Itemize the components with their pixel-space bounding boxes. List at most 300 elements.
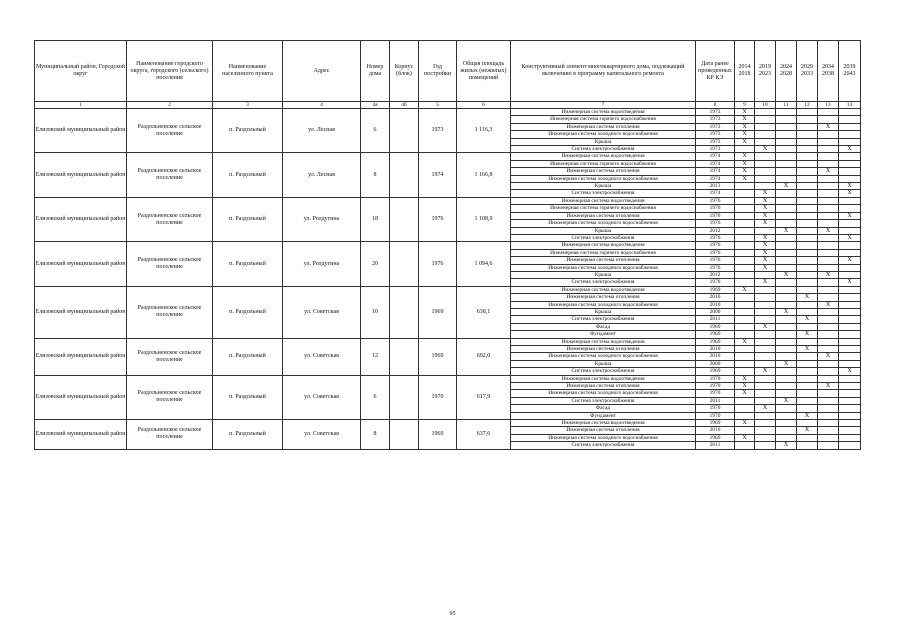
element-date-cell: 1969 — [696, 286, 735, 293]
period-mark-cell — [818, 160, 839, 167]
building-area-cell: 1 116,3 — [457, 109, 511, 153]
period-mark-cell — [776, 353, 797, 360]
element-name-cell: Инженерная система отопления — [511, 346, 696, 353]
period-mark-cell — [839, 412, 861, 419]
period-mark-cell: Х — [755, 205, 776, 212]
building-settlement-cell: Раздольненское сельское поселение — [127, 242, 213, 286]
period-mark-cell — [839, 442, 861, 449]
period-mark-cell — [839, 420, 861, 427]
period-mark-cell — [818, 420, 839, 427]
period-mark-cell — [735, 412, 755, 419]
period-mark-cell — [755, 412, 776, 419]
building-block-cell — [390, 338, 419, 375]
element-date-cell: 2013 — [696, 183, 735, 190]
program-table-sheet — [34, 40, 860, 450]
period-mark-cell — [797, 368, 818, 375]
header-cell: Адрес — [283, 41, 361, 102]
element-name-cell: Система электроснабжения — [511, 279, 696, 286]
element-name-cell: Система электроснабжения — [511, 234, 696, 241]
building-locality-cell: п. Раздольный — [213, 109, 283, 153]
column-number-cell: 4 — [283, 102, 361, 109]
building-street-cell: ул. Советская — [283, 420, 361, 450]
period-mark-cell: Х — [755, 279, 776, 286]
element-name-cell: Инженерная система отопления — [511, 427, 696, 434]
header-cell: 2039 2043 — [839, 41, 861, 102]
element-name-cell: Инженерная система водоотведения — [511, 338, 696, 345]
building-settlement-cell: Раздольненское сельское поселение — [127, 286, 213, 338]
building-locality-cell: п. Раздольный — [213, 420, 283, 450]
element-name-cell: Инженерная система горячего водоснабжения — [511, 249, 696, 256]
period-mark-cell — [735, 427, 755, 434]
header-cell: Дата ранее проведенных КР КЭ — [696, 41, 735, 102]
period-mark-cell — [735, 242, 755, 249]
column-number-cell: 11 — [776, 102, 797, 109]
period-mark-cell: Х — [755, 212, 776, 219]
building-area-cell: 637,6 — [457, 420, 511, 450]
period-mark-cell: Х — [755, 234, 776, 241]
header-cell: 2024 2028 — [776, 41, 797, 102]
period-mark-cell — [755, 227, 776, 234]
period-mark-cell — [839, 405, 861, 412]
period-mark-cell — [776, 412, 797, 419]
period-mark-cell — [797, 286, 818, 293]
building-district-cell: Елизовский муниципальный район — [35, 420, 127, 450]
period-mark-cell — [797, 338, 818, 345]
element-name-cell: Инженерная система отопления — [511, 168, 696, 175]
period-mark-cell — [818, 331, 839, 338]
element-date-cell: 1974 — [696, 190, 735, 197]
period-mark-cell: Х — [818, 123, 839, 130]
period-mark-cell — [818, 338, 839, 345]
element-date-cell: 1969 — [696, 434, 735, 441]
period-mark-cell — [797, 220, 818, 227]
period-mark-cell — [839, 168, 861, 175]
building-year-cell: 1976 — [419, 197, 457, 241]
period-mark-cell — [776, 242, 797, 249]
period-mark-cell — [755, 294, 776, 301]
period-mark-cell — [818, 286, 839, 293]
period-mark-cell — [735, 368, 755, 375]
period-mark-cell — [818, 146, 839, 153]
element-name-cell: Инженерная система водоотведения — [511, 109, 696, 116]
element-date-cell: 1973 — [696, 138, 735, 145]
period-mark-cell — [776, 434, 797, 441]
period-mark-cell: Х — [735, 116, 755, 123]
period-mark-cell: Х — [818, 168, 839, 175]
period-mark-cell — [776, 131, 797, 138]
element-name-cell: Крыша — [511, 183, 696, 190]
period-mark-cell — [839, 427, 861, 434]
building-street-cell: ул. Советская — [283, 286, 361, 338]
period-mark-cell — [776, 197, 797, 204]
header-cell: Конструктивный элемент многоквартирного дома, подлежащий включению в программу капитального ремонта — [511, 41, 696, 102]
period-mark-cell — [839, 249, 861, 256]
period-mark-cell — [735, 183, 755, 190]
period-mark-cell — [735, 205, 755, 212]
element-name-cell: Инженерная система отопления — [511, 257, 696, 264]
period-mark-cell — [839, 323, 861, 330]
element-date-cell: 2010 — [696, 294, 735, 301]
building-district-cell: Елизовский муниципальный район — [35, 197, 127, 241]
header-cell: Корпус (блок) — [390, 41, 419, 102]
period-mark-cell — [797, 205, 818, 212]
element-name-cell: Инженерная система горячего водоснабжения — [511, 116, 696, 123]
building-house-cell: 20 — [361, 242, 390, 286]
building-settlement-cell: Раздольненское сельское поселение — [127, 109, 213, 153]
column-number-cell: 10 — [755, 102, 776, 109]
period-mark-cell — [818, 175, 839, 182]
building-district-cell: Елизовский муниципальный район — [35, 338, 127, 375]
period-mark-cell — [735, 234, 755, 241]
element-name-cell: Крыша — [511, 271, 696, 278]
element-name-cell: Крыша — [511, 227, 696, 234]
building-settlement-cell: Раздольненское сельское поселение — [127, 197, 213, 241]
period-mark-cell — [735, 190, 755, 197]
period-mark-cell — [755, 116, 776, 123]
period-mark-cell — [797, 109, 818, 116]
period-mark-cell — [776, 220, 797, 227]
period-mark-cell — [839, 346, 861, 353]
period-mark-cell — [735, 442, 755, 449]
building-street-cell: ул. Лесная — [283, 153, 361, 197]
period-mark-cell: Х — [735, 434, 755, 441]
building-block-cell — [390, 197, 419, 241]
element-name-cell: Инженерная система водоотведения — [511, 420, 696, 427]
element-name-cell: Система электроснабжения — [511, 146, 696, 153]
element-date-cell: 1976 — [696, 220, 735, 227]
period-mark-cell — [776, 153, 797, 160]
element-date-cell: 1970 — [696, 383, 735, 390]
period-mark-cell: Х — [755, 323, 776, 330]
period-mark-cell — [797, 323, 818, 330]
building-year-cell: 1969 — [419, 420, 457, 450]
column-number-cell: 14 — [839, 102, 861, 109]
period-mark-cell — [755, 131, 776, 138]
period-mark-cell — [818, 116, 839, 123]
element-date-cell: 1976 — [696, 264, 735, 271]
period-mark-cell: Х — [755, 197, 776, 204]
period-mark-cell — [797, 249, 818, 256]
element-name-cell: Инженерная система водоотведения — [511, 375, 696, 382]
period-mark-cell: Х — [797, 427, 818, 434]
building-year-cell: 1969 — [419, 338, 457, 375]
capital-repair-table — [34, 40, 861, 450]
period-mark-cell — [839, 301, 861, 308]
element-date-cell: 1973 — [696, 131, 735, 138]
table-row — [35, 375, 861, 382]
period-mark-cell: Х — [755, 249, 776, 256]
period-mark-cell — [818, 442, 839, 449]
element-name-cell: Инженерная система водоотведения — [511, 153, 696, 160]
building-area-cell: 617,9 — [457, 375, 511, 419]
building-block-cell — [390, 420, 419, 450]
period-mark-cell — [755, 308, 776, 315]
building-district-cell: Елизовский муниципальный район — [35, 153, 127, 197]
period-mark-cell — [776, 168, 797, 175]
building-block-cell — [390, 375, 419, 419]
period-mark-cell — [776, 264, 797, 271]
period-mark-cell: Х — [839, 183, 861, 190]
period-mark-cell — [776, 160, 797, 167]
period-mark-cell — [818, 257, 839, 264]
header-cell: 2019 2023 — [755, 41, 776, 102]
period-mark-cell — [735, 397, 755, 404]
table-row — [35, 197, 861, 204]
period-mark-cell — [735, 346, 755, 353]
period-mark-cell — [776, 368, 797, 375]
period-mark-cell: Х — [776, 183, 797, 190]
period-mark-cell — [818, 190, 839, 197]
period-mark-cell: Х — [818, 271, 839, 278]
building-district-cell: Елизовский муниципальный район — [35, 109, 127, 153]
period-mark-cell — [818, 294, 839, 301]
building-house-cell: 6 — [361, 109, 390, 153]
period-mark-cell — [839, 434, 861, 441]
column-number-cell: 13 — [818, 102, 839, 109]
element-name-cell: Инженерная система холодного водоснабжения — [511, 131, 696, 138]
period-mark-cell — [776, 338, 797, 345]
table-row — [35, 286, 861, 293]
building-year-cell: 1970 — [419, 375, 457, 419]
period-mark-cell — [735, 323, 755, 330]
period-mark-cell — [818, 220, 839, 227]
period-mark-cell — [818, 234, 839, 241]
table-row — [35, 153, 861, 160]
period-mark-cell: Х — [839, 190, 861, 197]
period-mark-cell — [776, 249, 797, 256]
period-mark-cell — [755, 175, 776, 182]
period-mark-cell — [839, 138, 861, 145]
header-row — [35, 41, 861, 102]
building-year-cell: 1969 — [419, 286, 457, 338]
period-mark-cell — [755, 390, 776, 397]
element-date-cell: 1976 — [696, 242, 735, 249]
period-mark-cell — [735, 227, 755, 234]
period-mark-cell — [755, 331, 776, 338]
period-mark-cell: Х — [755, 405, 776, 412]
column-number-cell: 12 — [797, 102, 818, 109]
period-mark-cell — [776, 212, 797, 219]
building-area-cell: 692,0 — [457, 338, 511, 375]
period-mark-cell: Х — [839, 146, 861, 153]
period-mark-cell — [797, 160, 818, 167]
building-street-cell: ул. Лесная — [283, 109, 361, 153]
element-name-cell: Система электроснабжения — [511, 316, 696, 323]
period-mark-cell — [839, 353, 861, 360]
period-mark-cell — [735, 271, 755, 278]
period-mark-cell — [755, 286, 776, 293]
building-house-cell: 8 — [361, 420, 390, 450]
period-mark-cell — [776, 323, 797, 330]
building-locality-cell: п. Раздольный — [213, 197, 283, 241]
building-street-cell: ул. Советская — [283, 375, 361, 419]
period-mark-cell: Х — [735, 160, 755, 167]
building-year-cell: 1973 — [419, 109, 457, 153]
element-date-cell: 2010 — [696, 346, 735, 353]
element-name-cell: Инженерная система горячего водоснабжения — [511, 160, 696, 167]
element-name-cell: Инженерная система холодного водоснабжения — [511, 390, 696, 397]
period-mark-cell: Х — [735, 338, 755, 345]
period-mark-cell — [839, 397, 861, 404]
period-mark-cell — [797, 175, 818, 182]
period-mark-cell: Х — [755, 368, 776, 375]
building-locality-cell: п. Раздольный — [213, 286, 283, 338]
period-mark-cell — [735, 405, 755, 412]
period-mark-cell — [839, 294, 861, 301]
period-mark-cell — [776, 205, 797, 212]
period-mark-cell — [818, 427, 839, 434]
period-mark-cell: Х — [797, 346, 818, 353]
period-mark-cell: Х — [735, 153, 755, 160]
period-mark-cell: Х — [818, 301, 839, 308]
period-mark-cell — [755, 442, 776, 449]
building-block-cell — [390, 109, 419, 153]
header-cell: Год постройки — [419, 41, 457, 102]
period-mark-cell: Х — [818, 227, 839, 234]
period-mark-cell — [735, 220, 755, 227]
period-mark-cell — [776, 138, 797, 145]
element-date-cell: 1976 — [696, 234, 735, 241]
building-district-cell: Елизовский муниципальный район — [35, 375, 127, 419]
period-mark-cell — [818, 346, 839, 353]
period-mark-cell — [818, 323, 839, 330]
period-mark-cell — [839, 331, 861, 338]
element-date-cell: 1970 — [696, 412, 735, 419]
period-mark-cell — [755, 153, 776, 160]
header-cell: Общая площадь жилых (нежилых) помещений — [457, 41, 511, 102]
element-name-cell: Инженерная система водоотведения — [511, 197, 696, 204]
period-mark-cell — [839, 123, 861, 130]
element-name-cell: Система электроснабжения — [511, 397, 696, 404]
period-mark-cell — [818, 279, 839, 286]
period-mark-cell — [797, 234, 818, 241]
column-number-row — [35, 102, 861, 109]
building-street-cell: ул. Советская — [283, 338, 361, 375]
element-date-cell: 2010 — [696, 353, 735, 360]
period-mark-cell — [776, 294, 797, 301]
page-number: 95 — [449, 611, 456, 617]
period-mark-cell — [776, 116, 797, 123]
period-mark-cell — [735, 212, 755, 219]
period-mark-cell: Х — [839, 279, 861, 286]
period-mark-cell — [797, 397, 818, 404]
period-mark-cell — [839, 308, 861, 315]
element-date-cell: 1970 — [696, 390, 735, 397]
element-name-cell: Инженерная система отопления — [511, 294, 696, 301]
element-name-cell: Фасад — [511, 323, 696, 330]
header-cell: 2014 2018 — [735, 41, 755, 102]
period-mark-cell — [839, 220, 861, 227]
period-mark-cell: Х — [755, 264, 776, 271]
building-settlement-cell: Раздольненское сельское поселение — [127, 153, 213, 197]
element-name-cell: Инженерная система отопления — [511, 383, 696, 390]
element-date-cell: 1974 — [696, 168, 735, 175]
period-mark-cell: Х — [797, 412, 818, 419]
element-date-cell: 2011 — [696, 316, 735, 323]
period-mark-cell: Х — [776, 227, 797, 234]
period-mark-cell — [797, 146, 818, 153]
period-mark-cell: Х — [839, 257, 861, 264]
period-mark-cell — [776, 405, 797, 412]
element-name-cell: Инженерная система горячего водоснабжения — [511, 205, 696, 212]
building-block-cell — [390, 153, 419, 197]
period-mark-cell — [797, 375, 818, 382]
period-mark-cell — [776, 383, 797, 390]
period-mark-cell — [818, 405, 839, 412]
element-date-cell: 1976 — [696, 279, 735, 286]
column-number-cell: 4а — [361, 102, 390, 109]
element-name-cell: Инженерная система холодного водоснабжения — [511, 175, 696, 182]
period-mark-cell — [818, 242, 839, 249]
period-mark-cell: Х — [776, 397, 797, 404]
period-mark-cell — [818, 205, 839, 212]
period-mark-cell — [735, 264, 755, 271]
period-mark-cell — [776, 420, 797, 427]
period-mark-cell — [755, 420, 776, 427]
element-name-cell: Инженерная система водоотведения — [511, 242, 696, 249]
period-mark-cell — [776, 234, 797, 241]
building-locality-cell: п. Раздольный — [213, 375, 283, 419]
period-mark-cell: Х — [735, 390, 755, 397]
element-name-cell: Фундамент — [511, 412, 696, 419]
period-mark-cell — [839, 109, 861, 116]
period-mark-cell — [797, 279, 818, 286]
element-name-cell: Фундамент — [511, 331, 696, 338]
period-mark-cell — [797, 183, 818, 190]
building-block-cell — [390, 286, 419, 338]
period-mark-cell — [755, 383, 776, 390]
element-name-cell: Инженерная система холодного водоснабжения — [511, 301, 696, 308]
period-mark-cell: Х — [735, 175, 755, 182]
element-date-cell: 1969 — [696, 368, 735, 375]
period-mark-cell — [818, 197, 839, 204]
element-date-cell: 1973 — [696, 109, 735, 116]
period-mark-cell — [797, 168, 818, 175]
period-mark-cell — [797, 116, 818, 123]
period-mark-cell: Х — [776, 308, 797, 315]
period-mark-cell: Х — [735, 383, 755, 390]
element-date-cell: 1973 — [696, 116, 735, 123]
period-mark-cell — [818, 434, 839, 441]
period-mark-cell — [755, 138, 776, 145]
building-area-cell: 1 094,6 — [457, 242, 511, 286]
period-mark-cell — [755, 271, 776, 278]
building-house-cell: 6 — [361, 375, 390, 419]
period-mark-cell — [755, 434, 776, 441]
element-date-cell: 2012 — [696, 271, 735, 278]
period-mark-cell — [776, 427, 797, 434]
table-row — [35, 109, 861, 116]
period-mark-cell — [839, 160, 861, 167]
period-mark-cell — [755, 123, 776, 130]
element-name-cell: Крыша — [511, 308, 696, 315]
period-mark-cell — [755, 427, 776, 434]
period-mark-cell — [776, 331, 797, 338]
period-mark-cell — [735, 146, 755, 153]
period-mark-cell — [735, 353, 755, 360]
element-date-cell: 1976 — [696, 212, 735, 219]
period-mark-cell — [755, 183, 776, 190]
period-mark-cell — [818, 360, 839, 367]
element-name-cell: Крыша — [511, 360, 696, 367]
period-mark-cell — [797, 123, 818, 130]
period-mark-cell — [776, 346, 797, 353]
period-mark-cell — [797, 360, 818, 367]
period-mark-cell: Х — [776, 360, 797, 367]
period-mark-cell — [818, 249, 839, 256]
period-mark-cell — [755, 360, 776, 367]
period-mark-cell — [818, 397, 839, 404]
